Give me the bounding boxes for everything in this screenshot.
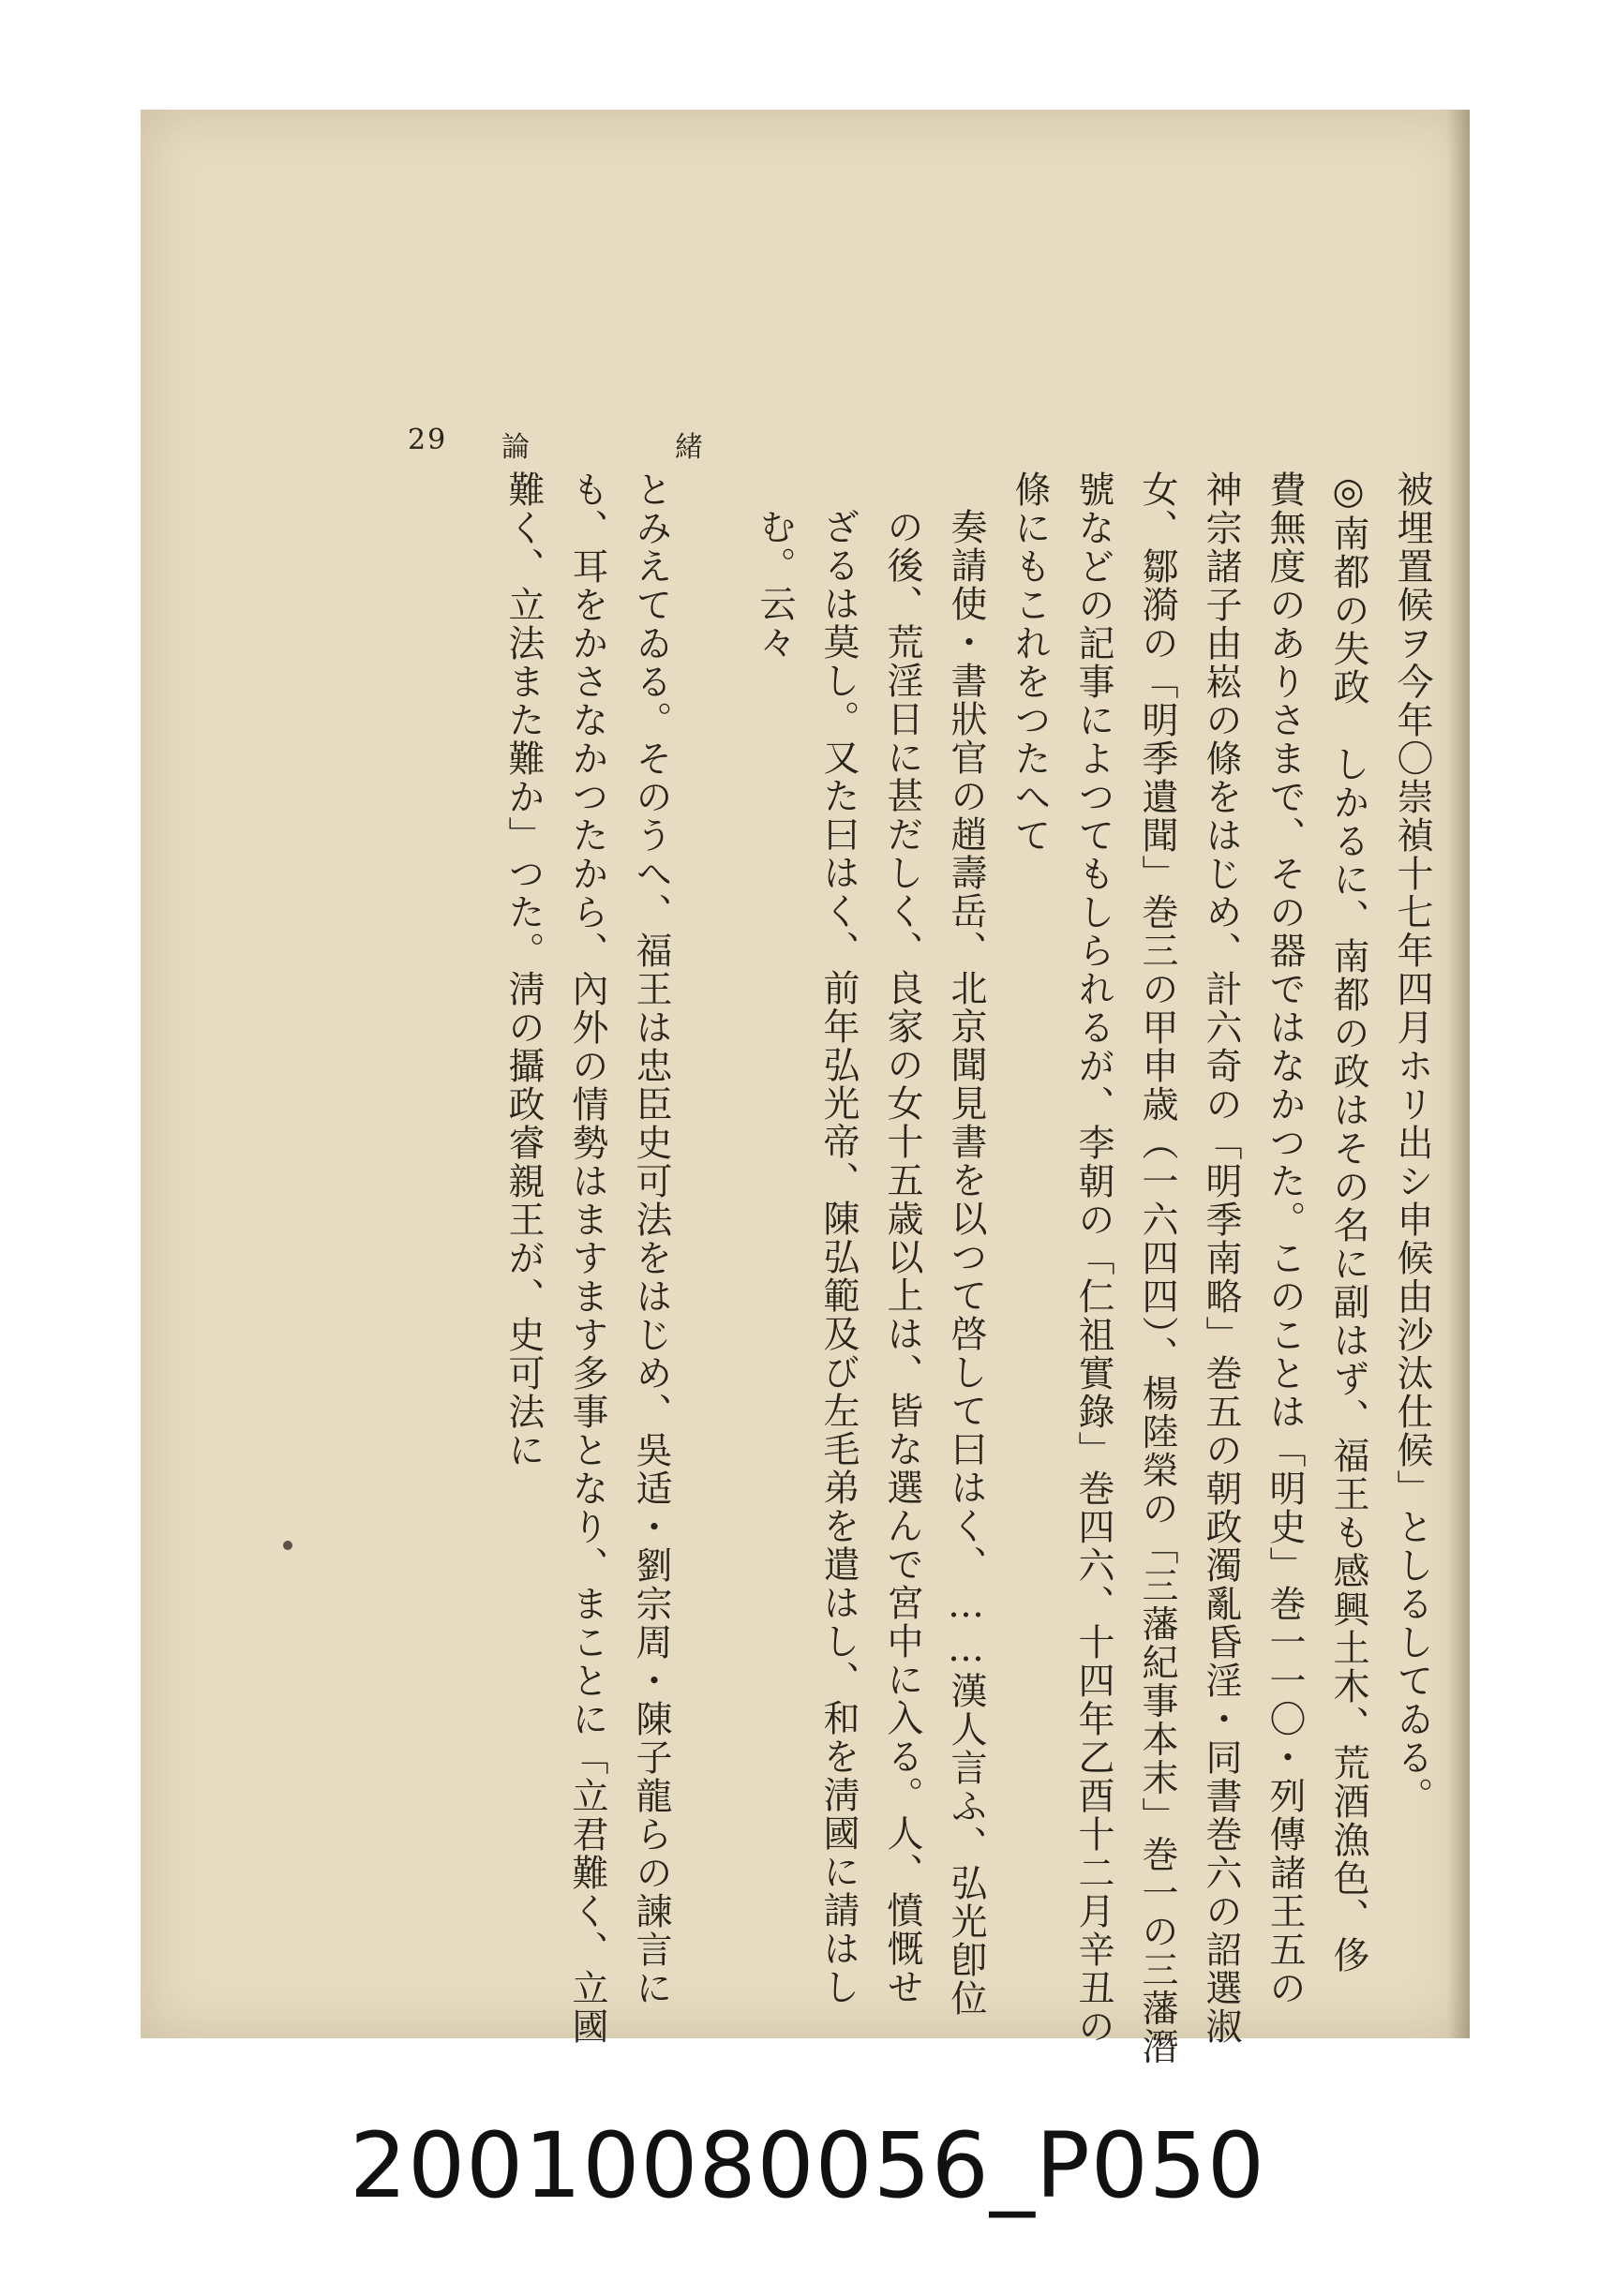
- quote-line: む。云々: [754, 508, 796, 662]
- text-line: 費無度のありさまで、その器ではなかつた。このことは「明史」巻一一〇・列傳諸王五の: [1264, 470, 1306, 2007]
- running-title-char-1: 論: [501, 431, 531, 464]
- paper-speck: [283, 1541, 292, 1550]
- text-line: も、耳をかさなかつたから、內外の情勢はますます多事となり、まことに「立君難く、立國: [566, 470, 608, 2046]
- quote-line: 奏請使・書狀官の趙壽岳、北京聞見書を以つて啓して曰はく、……漢人言ふ、弘光卽位: [945, 508, 987, 2018]
- text-line: 女、鄒漪の「明季遺聞」巻三の甲申歳（一六四四）、楊陸榮の「三藩紀事本末」巻一の三藩潛: [1136, 470, 1178, 2066]
- image-id-caption: 20010080056_P050: [350, 2113, 1265, 2218]
- running-title-char-2: 緒: [675, 431, 705, 464]
- text-line: 神宗諸子由崧の條をはじめ、計六奇の「明季南略」巻五の朝政濁亂昏淫・同書巻六の詔選淑: [1200, 470, 1242, 2046]
- vertical-text-body: [417, 470, 1443, 2066]
- text-line: とみえてゐる。そのうへ、福王は忠臣史可法をはじめ、吳适・劉宗周・陳子龍らの諫言に: [630, 470, 672, 2007]
- text-line: 難く、立法また難か」つた。淸の攝政睿親王が、史可法に: [502, 470, 545, 1469]
- text-line: 號などの記事によつてもしられるが、李朝の「仁祖實錄」巻四六、十四年乙酉十二月辛丑の: [1072, 470, 1114, 2046]
- scanned-book-page: [141, 110, 1470, 2066]
- text-line: ◎南都の失政 しかるに、南都の政はその名に副はず、福王も感興土木、荒酒漁色、侈: [1327, 470, 1369, 1975]
- page-number: 29: [408, 424, 448, 456]
- quote-line: ざるは莫し。又た曰はく、前年弘光帝、陳弘範及び左毛弟を遣はし、和を淸國に請はし: [817, 508, 860, 2006]
- text-line: 條にもこれをつたへて: [1009, 470, 1051, 855]
- text-line: 被埋置候ヲ今年〇崇禎十七年四月ホリ出シ申候由沙汰仕候」としるしてゐる。: [1391, 470, 1433, 1815]
- quote-line: の後、荒淫日に甚だしく、良家の女十五歳以上は、皆な選んで宮中に入る。人、憤慨せ: [881, 508, 923, 2006]
